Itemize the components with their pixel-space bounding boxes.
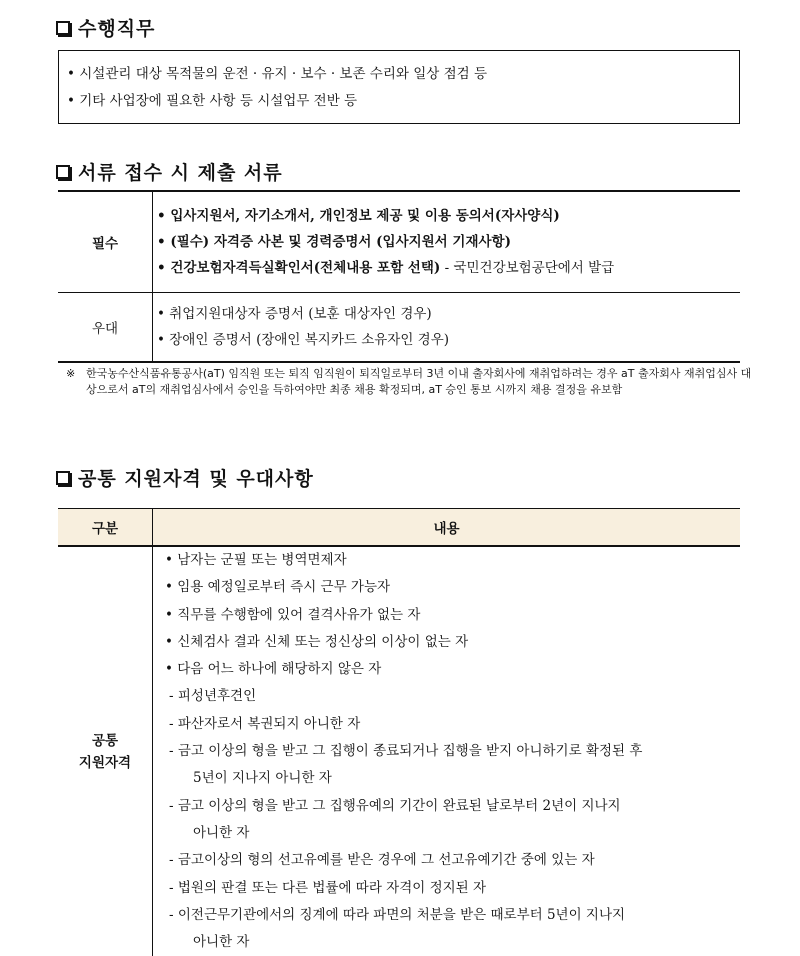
preferred-label: 우대: [58, 293, 153, 363]
duty-box: [58, 50, 740, 124]
required-item: • 입사지원서, 자기소개서, 개인정보 제공 및 이용 동의서(자사양식): [157, 208, 560, 224]
header-content: 내용: [153, 509, 741, 547]
section-title-text: 수행직무: [78, 18, 156, 40]
table-row: [58, 191, 740, 293]
checkbox-square-icon: [56, 165, 70, 179]
bullet-item: • 직무를 수행함에 있어 결격사유가 없는 자: [165, 602, 740, 629]
dash-item: - 금고 이상의 형을 받고 그 집행유예의 기간이 완료된 날로부터 2년이 지나지: [165, 793, 740, 820]
bullet-item: • 다음 어느 하나에 해당하지 않은 자: [165, 656, 740, 683]
bullet-item: • 남자는 군필 또는 병역면제자: [165, 547, 740, 574]
required-item: • 건강보험자격득실확인서(전체내용 포함 선택): [157, 260, 441, 276]
note-text: 한국농수산식품유통공사(aT) 임직원 또는 퇴직 임직원이 퇴직일로부터 3년 이내 출자회사에 재취업하려는 경우 aT 출자회사 재취업심사 대상으로서 aT의 재취업심사에서 승인을 득하여야만 최종 채용 확정되며, aT 승인 통보 시까지 채용 결정을 유보함: [86, 367, 752, 396]
preferred-item: • 장애인 증명서 (장애인 복지카드 소유자인 경우): [157, 332, 450, 348]
qualification-content: [153, 546, 741, 956]
duty-item: • 시설관리 대상 목적물의 운전 · 유지 · 보수 · 보존 수리와 일상 점검 등: [67, 61, 739, 88]
qualification-table: [58, 508, 740, 956]
bullet-item: • 임용 예정일로부터 즉시 근무 가능자: [165, 574, 740, 601]
checkbox-square-icon: [56, 471, 70, 485]
dash-item-continued: 아니한 자: [193, 934, 250, 951]
row-label-line: 지원자격: [78, 754, 132, 771]
required-content: [153, 191, 741, 293]
duty-item: • 기타 사업장에 필요한 사항 등 시설업무 전반 등: [67, 88, 739, 115]
table-row: [58, 293, 740, 363]
bullet-item: • 신체검사 결과 신체 또는 정신상의 이상이 없는 자: [165, 629, 740, 656]
preferred-content: [153, 293, 741, 363]
required-label: 필수: [58, 191, 153, 293]
section-title-text: 공통 지원자격 및 우대사항: [78, 468, 314, 490]
dash-item: - 금고이상의 형의 선고유예를 받은 경우에 그 선고유예기간 중에 있는 자: [165, 847, 740, 874]
required-item-with-suffix: [157, 255, 739, 281]
preferred-item: • 취업지원대상자 증명서 (보훈 대상자인 경우): [157, 306, 432, 322]
section-title-duty: [56, 14, 155, 41]
note-mark: ※: [66, 367, 76, 380]
required-item-suffix: - 국민건강보험공단에서 발급: [440, 260, 615, 276]
checkbox-square-icon: [56, 21, 70, 35]
dash-item: - 파산자로서 복권되지 아니한 자: [165, 711, 740, 738]
dash-item: - 금고 이상의 형을 받고 그 집행이 종료되거나 집행을 받지 아니하기로 확정된 후: [165, 738, 740, 765]
header-category: 구분: [58, 509, 153, 547]
dash-item: - 법원의 판결 또는 다른 법률에 따라 자격이 정지된 자: [165, 875, 740, 902]
row-label: [58, 546, 153, 956]
section-title-documents: [56, 158, 283, 185]
dash-item-continued: 아니한 자: [193, 824, 250, 841]
section-title-qualification: [56, 464, 314, 491]
documents-table: [58, 190, 740, 363]
section-title-text: 서류 접수 시 제출 서류: [78, 162, 283, 184]
row-label-line: 공통: [91, 732, 119, 749]
required-item: • (필수) 자격증 사본 및 경력증명서 (입사지원서 기재사항): [157, 234, 511, 250]
dash-item: - 피성년후견인: [165, 683, 740, 710]
dash-item-continued: 5년이 지나지 아니한 자: [193, 770, 332, 787]
documents-note: [66, 366, 756, 398]
dash-item: - 이전근무기관에서의 징계에 따라 파면의 처분을 받은 때로부터 5년이 지나지: [165, 902, 740, 929]
table-header-row: [58, 509, 740, 547]
table-row: [58, 546, 740, 956]
